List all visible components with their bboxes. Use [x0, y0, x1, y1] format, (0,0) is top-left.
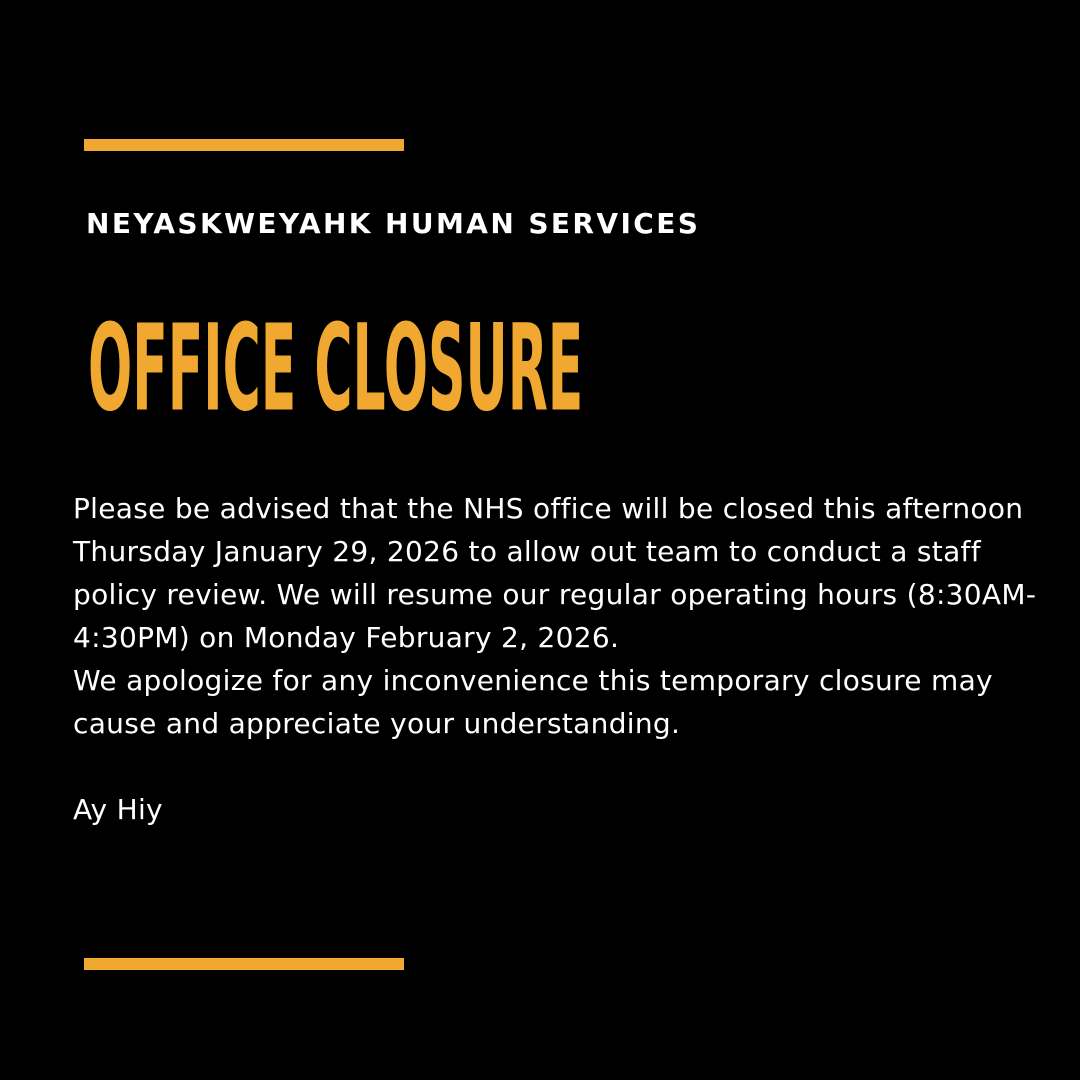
notice-headline: OFFICE CLOSURE: [88, 298, 584, 439]
notice-body: [73, 487, 1073, 831]
bottom-accent-bar: [84, 958, 404, 970]
notice-paragraph-apology: We apologize for any inconvenience this temporary closure may cause and appreciate your understanding.: [73, 664, 993, 740]
notice-paragraph-closure-details: Please be advised that the NHS office will be closed this afternoon Thursday January 29, 2026 to allow out team to conduct a staff policy review. We will resume our regular operating hours (8:30AM-4:30PM) on Monday February 2, 2026.: [73, 492, 1037, 654]
top-accent-bar: [84, 139, 404, 151]
paragraph-spacer: [73, 745, 1073, 788]
notice-signoff: Ay Hiy: [73, 793, 163, 826]
organization-name: NEYASKWEYAHK HUMAN SERVICES: [86, 207, 701, 240]
